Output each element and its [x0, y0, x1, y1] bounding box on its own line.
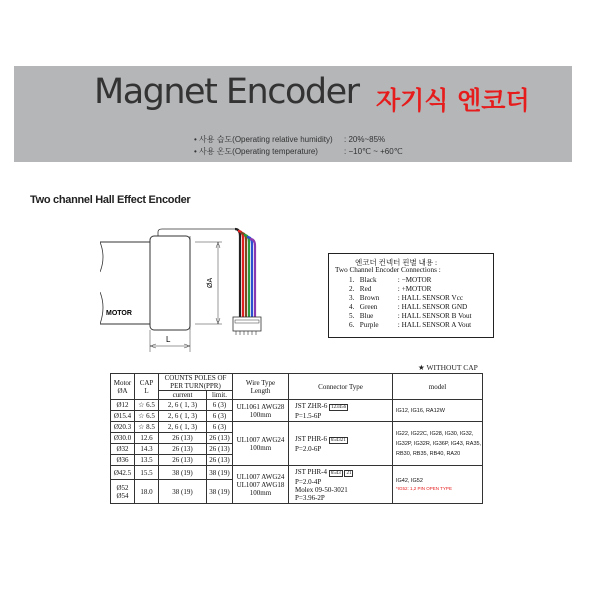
header-banner [14, 66, 572, 162]
connector-cell: JST PHR-6 654321 P=2.0-6P [289, 422, 393, 466]
pin-row: 5. Blue : HALL SENSOR B Vout [349, 312, 472, 320]
spec-humidity: • 사용 습도(Operating relative humidity) : 20%~85% [194, 135, 386, 144]
pin-row: 6. Purple : HALL SENSOR A Vout [349, 321, 472, 329]
header-connector: Connector Type [289, 374, 393, 400]
connector-cell: JST ZHR-6 123456 P=1.5-6P [289, 400, 393, 422]
dim-l-label: L [166, 335, 171, 344]
section-title: Two channel Hall Effect Encoder [30, 194, 191, 206]
header-cap: CAP L [135, 374, 159, 400]
title-korean: 자기식 엔코더 [376, 86, 530, 115]
model-cell: IG22, IG22C, IG28, IG30, IG32, IG32P, IG32R, IG36P, IG43, RA35, RB30, RB35, RB40, RA20 [393, 422, 483, 466]
table-row: Ø36 13.5 26 (13) 26 (13) [111, 455, 483, 466]
encoder-drawing [100, 222, 310, 357]
pin-row: 1. Black : −MOTOR [349, 276, 432, 284]
header-current: current [159, 391, 207, 400]
table-row: Ø12 ☆ 6.5 2, 6 ( 1, 3) 6 (3) UL1061 AWG28 100mm JST ZHR-6 123456 P=1.5-6P IG12, IG16, RA12W [111, 400, 483, 411]
table-row: Ø32 14.3 26 (13) 26 (13) [111, 444, 483, 455]
pin-row: 4. Green : HALL SENSOR GND [349, 303, 468, 311]
wire-cell: UL1007 AWG24 UL1007 AWG18 100mm [233, 466, 289, 504]
pin-row: 3. Brown : HALL SENSOR Vcc [349, 294, 464, 302]
model-note: *IG52: 1,2 PIN OPEN TYPE [396, 485, 452, 491]
spec-table [110, 373, 483, 504]
pin-diagram: 654321 [330, 437, 346, 443]
table-row: Ø30.0 12.6 26 (13) 26 (13) [111, 433, 483, 444]
dim-a-label: ØA [207, 277, 214, 288]
connections-box [328, 253, 494, 338]
spec-temperature: • 사용 온도(Operating temperature) : −10℃ ~ +60℃ [194, 147, 403, 156]
wire-cell: UL1007 AWG24 100mm [233, 422, 289, 466]
pin-row: 2. Red : +MOTOR [349, 285, 432, 293]
header-limit: limit. [207, 391, 233, 400]
wire-cell: UL1061 AWG28 100mm [233, 400, 289, 422]
motor-label: MOTOR [106, 310, 132, 317]
without-cap-note: ★ WITHOUT CAP [418, 363, 478, 372]
table-row: Ø42.5 15.5 38 (19) 38 (19) UL1007 AWG24 UL1007 AWG18 100mm JST PHR-4 6543 21 P=2.0-4P Molex 09-50-3021 P=3.96-2P IG42, IG52 *IG52: 1,2 PIN OPEN TYPE [111, 466, 483, 480]
pin-diagram: 21 [346, 470, 352, 476]
model-cell: IG42, IG52 *IG52: 1,2 PIN OPEN TYPE [393, 466, 483, 504]
header-wire: Wire Type Length [233, 374, 289, 400]
title-english: Magnet Encoder [94, 72, 359, 112]
connections-subtitle: Two Channel Encoder Connections : [335, 266, 441, 274]
model-cell: IG12, IG16, RA12W [393, 400, 483, 422]
connections-title: 엔코더 컨넥터 핀별 내용 : [355, 258, 438, 267]
header-counts: COUNTS POLES OF PER TURN(PPR) [159, 374, 233, 391]
connector-cell: JST PHR-4 6543 21 P=2.0-4P Molex 09-50-3021 P=3.96-2P [289, 466, 393, 504]
pin-diagram: 123456 [331, 404, 347, 410]
pin-diagram: 6543 [330, 470, 341, 476]
table-row: Ø15.4 ☆ 6.5 2, 6 ( 1, 3) 6 (3) [111, 411, 483, 422]
table-row: Ø20.3 ☆ 8.5 2, 6 ( 1, 3) 6 (3) UL1007 AWG24 100mm JST PHR-6 654321 P=2.0-6P IG22, IG22C, IG28, IG30, IG32, IG32P, IG32R, IG36P, IG43, RA35, RB30, RB35, RB40, RA20 [111, 422, 483, 433]
table-row: Ø52 Ø54 18.0 38 (19) 38 (19) [111, 480, 483, 504]
header-model: model [393, 374, 483, 400]
wire-bundle [235, 229, 255, 317]
header-motor: Motor ØA [111, 374, 135, 400]
